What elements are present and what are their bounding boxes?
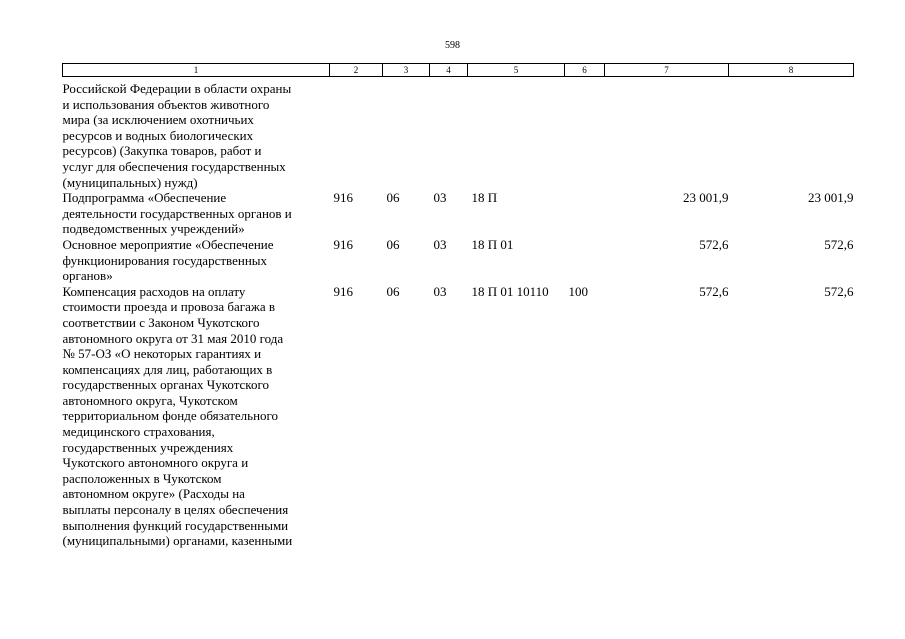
header-cell-7: 7: [605, 64, 729, 77]
description-line: государственных органах Чукотского: [62, 377, 269, 393]
row-description: [63, 77, 330, 191]
target-article-code: 18 П: [471, 190, 498, 206]
header-cell-6: 6: [565, 64, 605, 77]
subsection-code: 03: [433, 283, 447, 299]
description-line: ресурсов) (Закупка товаров, работ и: [62, 143, 262, 159]
header-cell-1: 1: [63, 64, 330, 77]
amount-1: 23 001,9: [683, 190, 729, 206]
subsection-code: [430, 77, 468, 191]
target-article-code: [468, 77, 565, 191]
table-row: [63, 190, 854, 237]
description-line: и использования объектов животного: [62, 96, 270, 112]
description-line: Российской Федерации в области охраны: [62, 81, 292, 96]
table-row: [63, 237, 854, 284]
description-line: мира (за исключением охотничьих: [62, 112, 254, 128]
ministry-code: 916: [333, 236, 353, 252]
description-line: функционирования государственных: [62, 252, 268, 268]
description-line: органов»: [62, 268, 113, 284]
description-line: деятельности государственных органов и: [62, 205, 292, 221]
row-description: [63, 237, 330, 284]
header-cell-4: 4: [430, 64, 468, 77]
amount-1: 572,6: [699, 283, 729, 299]
description-line: компенсациях для лиц, работающих в: [62, 361, 273, 377]
budget-table: [62, 63, 854, 549]
target-article-code: 18 П 01: [471, 236, 514, 252]
table-body: [63, 77, 854, 549]
description-line: медицинского страхования,: [62, 424, 215, 440]
description-line: подведомственных учреждений»: [62, 221, 245, 237]
section-code: 06: [386, 283, 400, 299]
description-line: автономном округе» (Расходы на: [62, 486, 245, 502]
ministry-code: 916: [333, 190, 353, 206]
description-line: расположенных в Чукотском: [62, 470, 222, 486]
description-line: Основное мероприятие «Обеспечение: [62, 236, 274, 252]
header-cell-8: 8: [729, 64, 854, 77]
subsection-code: 03: [433, 190, 447, 206]
description-line: автономного округа от 31 мая 2010 года: [62, 330, 284, 346]
description-line: Подпрограмма «Обеспечение: [62, 190, 227, 206]
table-row: [63, 77, 854, 191]
description-line: № 57-ОЗ «О некоторых гарантиях и: [62, 346, 262, 362]
description-line: Компенсация расходов на оплату: [62, 283, 246, 299]
header-row: [63, 64, 854, 77]
description-line: ресурсов и водных биологических: [62, 127, 254, 143]
page-number: 598: [445, 40, 460, 51]
subsection-code: 03: [433, 236, 447, 252]
description-line: государственных учреждениях: [62, 439, 234, 455]
amount-2: [729, 77, 854, 191]
header-cell-3: 3: [383, 64, 430, 77]
section-code: [383, 77, 430, 191]
section-code: 06: [386, 236, 400, 252]
amount-1: 572,6: [699, 236, 729, 252]
row-description: [63, 284, 330, 549]
expense-type-code: [565, 190, 605, 237]
ministry-code: [330, 77, 383, 191]
description-line: (муниципальных) нужд): [62, 174, 198, 190]
target-article-code: 18 П 01 10110: [471, 283, 549, 299]
header-cell-2: 2: [330, 64, 383, 77]
amount-2: 23 001,9: [808, 190, 854, 206]
description-line: выполнения функций государственными: [62, 517, 289, 533]
row-description: [63, 190, 330, 237]
section-code: 06: [386, 190, 400, 206]
amount-2: 572,6: [824, 283, 854, 299]
table-row: [63, 284, 854, 549]
description-line: услуг для обеспечения государственных: [62, 158, 286, 174]
description-line: соответствии с Законом Чукотского: [62, 314, 260, 330]
amount-2: 572,6: [824, 236, 854, 252]
description-line: автономного округа, Чукотском: [62, 392, 238, 408]
description-line: Чукотского автономного округа и: [62, 455, 249, 471]
ministry-code: 916: [333, 283, 353, 299]
expense-type-code: [565, 77, 605, 191]
expense-type-code: [565, 237, 605, 284]
description-line: стоимости проезда и провоза багажа в: [62, 299, 276, 315]
description-line: (муниципальными) органами, казенными: [62, 533, 293, 549]
description-line: выплаты персоналу в целях обеспечения: [62, 502, 289, 518]
amount-1: [605, 77, 729, 191]
expense-type-code: 100: [568, 283, 588, 299]
header-cell-5: 5: [468, 64, 565, 77]
description-line: территориальном фонде обязательного: [62, 408, 279, 424]
